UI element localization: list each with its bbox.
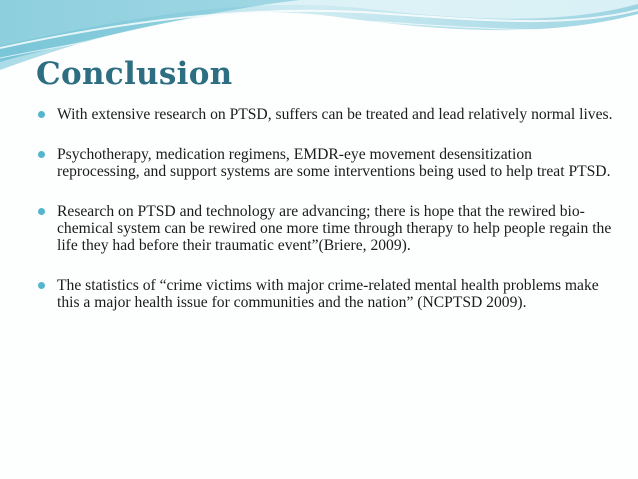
bullet-dot-icon [38,111,45,118]
bullet-dot-icon [38,282,45,289]
bullet-list [36,106,616,334]
bullet-item [36,146,616,180]
slide-title: Conclusion [36,56,233,92]
bullet-item [36,277,616,311]
bullet-dot-icon [38,208,45,215]
bullet-item [36,106,616,123]
bullet-text: Research on PTSD and technology are advancing; there is hope that the rewired bio-chemical system can be rewired one more time through therapy to help people regain the life they had before their traumatic event”(Briere, 2009). [57,203,612,254]
bullet-dot-icon [38,151,45,158]
bullet-text: Psychotherapy, medication regimens, EMDR-eye movement desensitization reprocessing, and support systems are some interventions being used to help treat PTSD. [57,146,611,180]
bullet-text: The statistics of “crime victims with major crime-related mental health problems make this a major health issue for communities and the nation” (NCPTSD 2009). [57,277,599,311]
bullet-text: With extensive research on PTSD, suffers can be treated and lead relatively normal lives. [57,106,613,123]
bullet-item [36,203,616,254]
